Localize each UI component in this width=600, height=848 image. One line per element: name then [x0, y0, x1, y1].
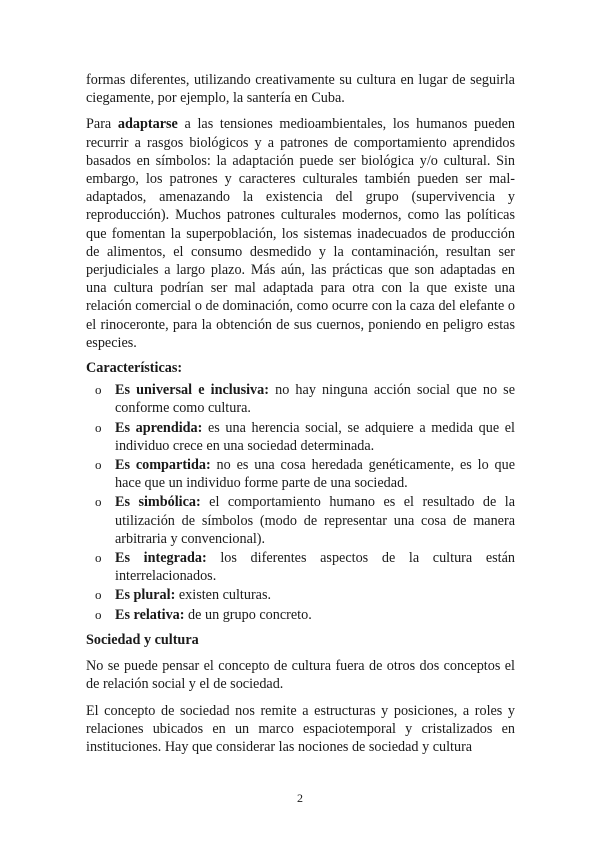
paragraph-adaptation-intro: Para [86, 116, 118, 133]
list-item-text: existen culturas. [175, 587, 272, 604]
characteristics-list [86, 381, 515, 624]
list-item [86, 586, 515, 604]
bullet-icon: o [95, 419, 102, 435]
paragraph-adaptation [86, 115, 515, 352]
bullet-icon: o [95, 606, 102, 622]
list-item-text: los diferentes aspectos de la cultura están interrelacionados. [115, 550, 515, 585]
bullet-icon: o [95, 382, 102, 398]
bullet-icon: o [95, 494, 102, 510]
paragraph-society-definition: El concepto de sociedad nos remite a estructuras y posiciones, a roles y relaciones ubicados en un marco espaciotemporal y cristalizados en instituciones. Hay que considerar las nociones de sociedad y cultura [86, 702, 515, 755]
bullet-icon: o [95, 587, 102, 603]
list-item [86, 419, 515, 455]
list-item-text: de un grupo concreto. [184, 606, 312, 623]
page-number: 2 [297, 791, 303, 805]
list-item-term: Es simbólica: [115, 494, 201, 511]
bullet-icon: o [95, 457, 102, 473]
list-item-term: Es universal e inclusiva: [115, 382, 269, 399]
list-item-term: Es relativa: [115, 606, 185, 623]
adaptarse-term: adaptarse [117, 116, 178, 133]
list-item [86, 606, 515, 624]
list-item-text: no hay ninguna acción social que no se conforme como cultura. [115, 382, 516, 417]
list-item-term: Es integrada: [115, 550, 207, 567]
paragraph-adaptation-body: a las tensiones medioambientales, los humanos pueden recurrir a rasgos biológicos y a patrones de comportamiento aprendidos basados en símbolos: la adaptación puede ser biológica y/o cultural. Sin embargo, los patrones y caracteres culturales también pueden ser mal-adaptados, amenazando la existencia del grupo (supervivencia y reproducción). Muchos patrones culturales modernos, como las políticas que fomentan la superpoblación, los sistemas inadecuados de producción de alimentos, el consumo desmedido y la contaminación, resultan ser perjudiciales a largo plazo. Más aún, las prácticas que son adaptadas en una cultura podrían ser mal adaptada para otra con la que existe una relación comercial o de dominación, como ocurre con la caza del elefante o el rinoceronte, para la obtención de sus cuernos, poniendo en peligro estas especies. [86, 116, 515, 351]
list-item-term: Es plural: [115, 587, 176, 604]
list-item-text: el comportamiento humano es el resultado de la utilización de símbolos (modo de representar una cosa de manera arbitraria y convencional). [115, 494, 516, 547]
bullet-icon: o [95, 550, 102, 566]
list-item-term: Es compartida: [115, 457, 211, 474]
list-item [86, 493, 515, 548]
society-culture-heading: Sociedad y cultura [86, 631, 199, 648]
list-item [86, 381, 515, 417]
list-item-text: no es una cosa heredada genéticamente, es lo que hace que un individuo forme parte de una sociedad. [115, 457, 515, 492]
paragraph-santeria: formas diferentes, utilizando creativamente su cultura en lugar de seguirla ciegamente, por ejemplo, la santería en Cuba. [86, 72, 515, 107]
paragraph-society-concepts: No se puede pensar el concepto de cultura fuera de otros dos conceptos el de relación social y el de sociedad. [86, 658, 515, 693]
list-item [86, 549, 515, 585]
characteristics-heading: Características: [86, 360, 183, 377]
list-item-term: Es aprendida: [115, 419, 203, 436]
list-item-text: es una herencia social, se adquiere a medida que el individuo crece en una sociedad determinada. [115, 419, 515, 454]
document-page [86, 71, 515, 756]
list-item [86, 456, 515, 492]
